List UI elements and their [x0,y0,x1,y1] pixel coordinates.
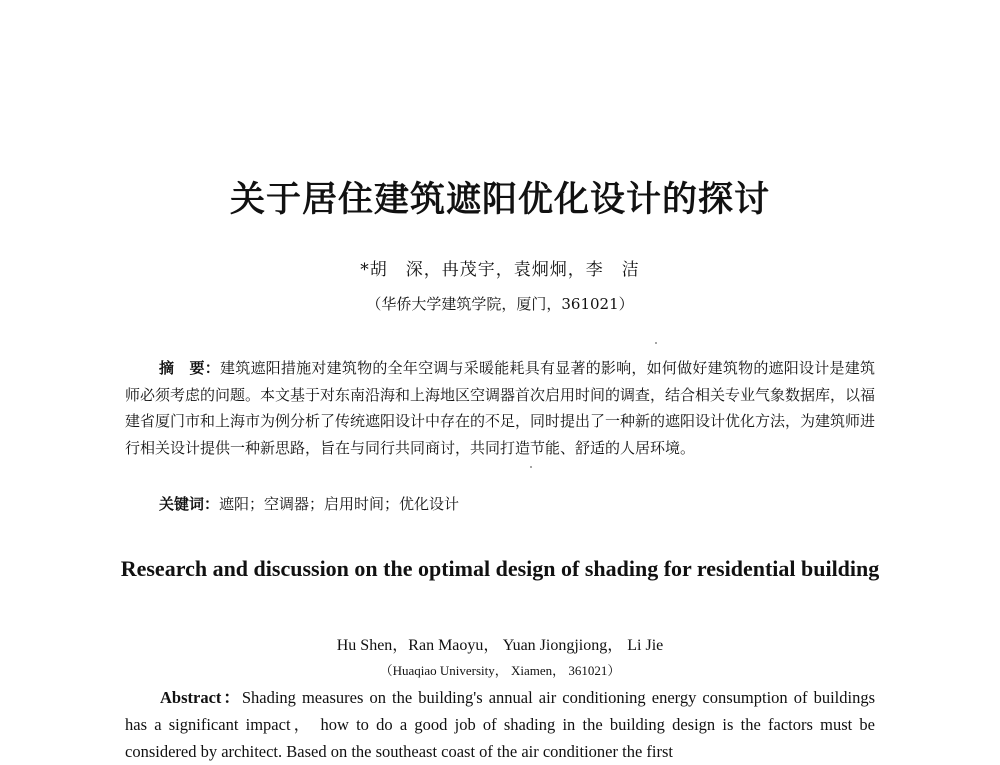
chinese-title: 关于居住建筑遮阳优化设计的探讨 [229,180,770,220]
chinese-abstract [125,355,875,461]
chinese-keywords-text: 遮阳；空调器；启用时间；优化设计 [219,495,460,513]
english-abstract-label: Abstract： [160,688,242,707]
scan-speck [655,342,657,344]
scan-speck [530,466,532,468]
chinese-abstract-text: 建筑遮阳措施对建筑物的全年空调与采暖能耗具有显著的影响，如何做好建筑物的遮阳设计是建筑师必须考虑的问题。本文基于对东南沿海和上海地区空调器首次启用时间的调查，结合相关专业气象数据库，以福建省厦门市和上海市为例分析了传统遮阳设计中存在的不足，同时提出了一种新的遮阳设计优化方法，为建筑师进行相关设计提供一种新思路，旨在与同行共同商讨，共同打造节能、舒适的人居环境。 [125,359,876,457]
english-title: Research and discussion on the optimal design of shading for residential building [120,556,880,581]
english-abstract [125,684,875,765]
chinese-affiliation: （华侨大学建筑学院，厦门，361021） [366,295,634,313]
chinese-keywords [159,493,459,514]
english-abstract-text: Shading measures on the building's annual air conditioning energy consumption of buildings has a significant impact， how to do a good job of shading in the building design is the factors must be considered by architect. Based on the southeast coast of the air conditioner the first [125,688,875,761]
chinese-keywords-label: 关键词： [159,495,220,513]
english-authors: Hu Shen，Ran Maoyu， Yuan Jiongjiong， Li Jie [336,637,664,654]
english-affiliation: （Huaqiao University， Xiamen， 361021） [379,663,621,678]
chinese-abstract-label: 摘 要： [159,359,220,377]
chinese-authors: *胡 深，冉茂宇，袁炯炯，李 洁 [360,260,640,280]
